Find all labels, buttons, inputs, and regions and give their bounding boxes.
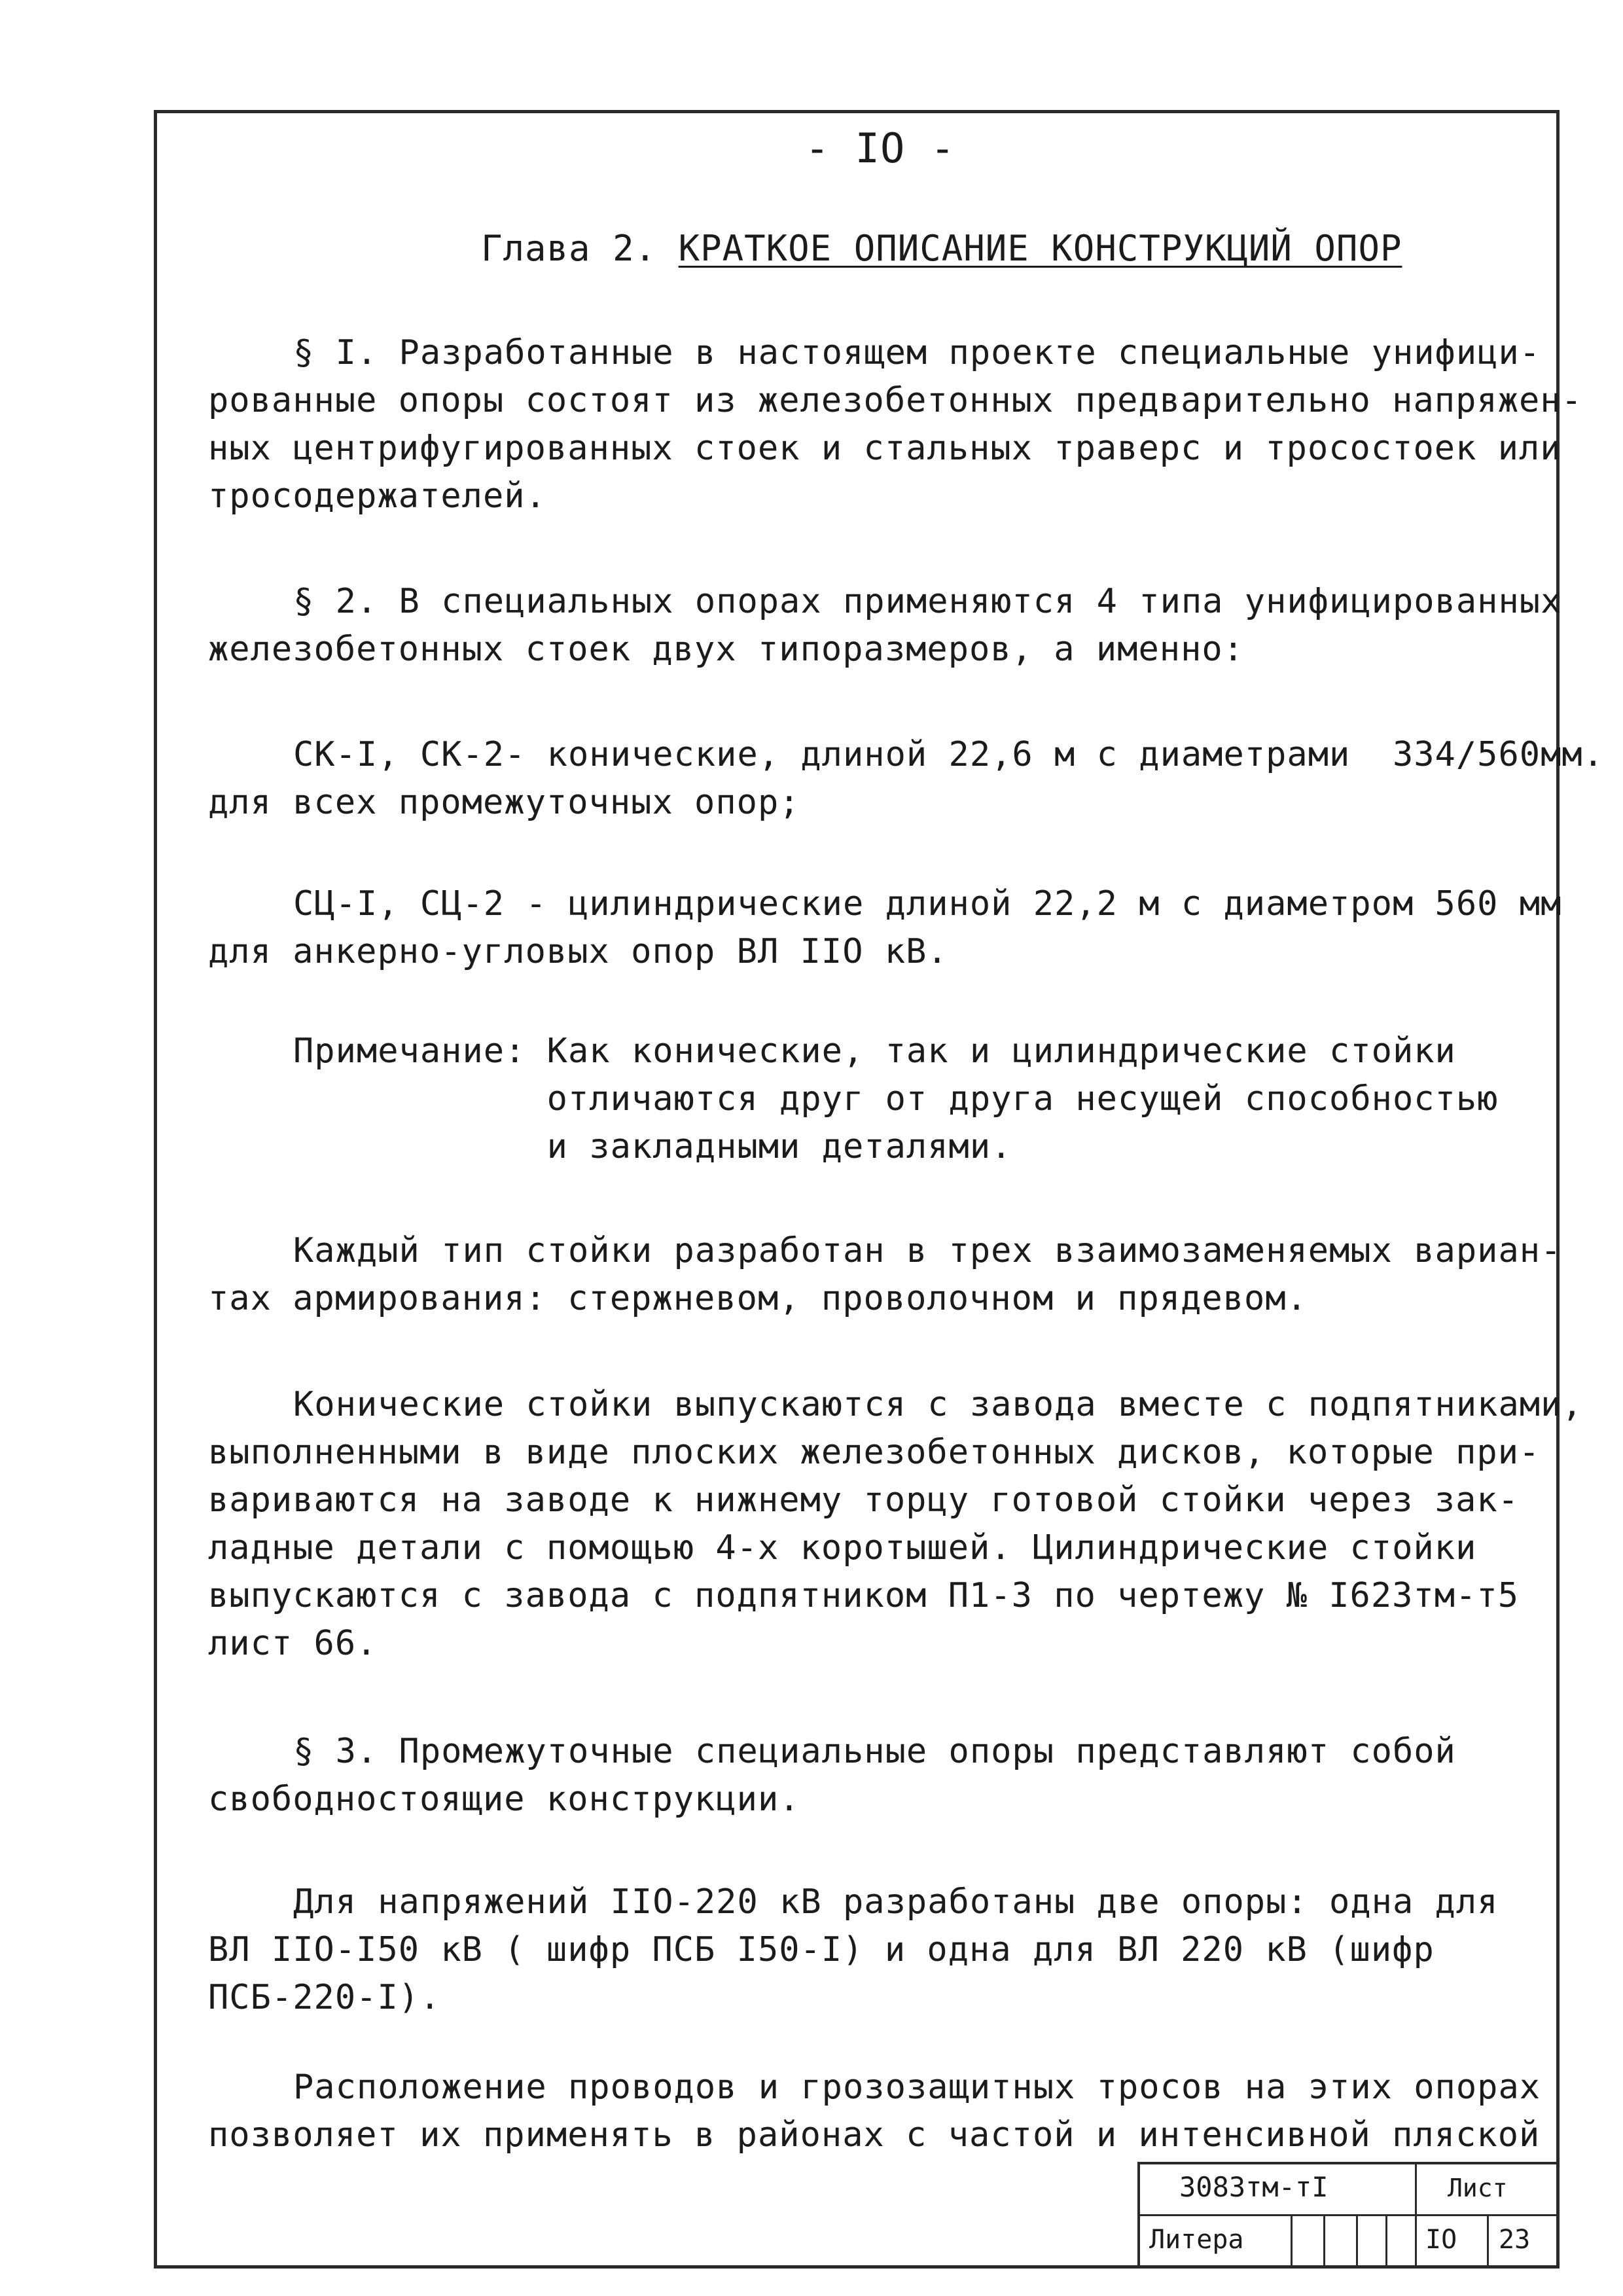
- text-line: лист 66.: [208, 1624, 378, 1663]
- sheet-number: IO: [1425, 2225, 1457, 2255]
- paragraph-10: [208, 2064, 1541, 2159]
- text-line: Расположение проводов и грозозащитных тросов на этих опорах: [293, 2068, 1541, 2107]
- chapter-title: КРАТКОЕ ОПИСАНИЕ КОНСТРУКЦИЙ ОПОР: [678, 228, 1402, 269]
- litera-cell-border: [1356, 2214, 1358, 2269]
- text-line: тросодержателей.: [208, 476, 546, 516]
- paragraph-1: [208, 329, 1582, 520]
- text-line: Конические стойки выпускаются с завода вместе с подпятниками,: [293, 1385, 1583, 1424]
- text-line: рованные опоры состоят из железобетонных предварительно напряжен-: [208, 381, 1582, 420]
- litera-label: Литера: [1149, 2225, 1244, 2255]
- document-code: 3083тм-тI: [1179, 2171, 1329, 2203]
- paragraph-4: [208, 880, 1561, 976]
- title-block-separator: [1415, 2164, 1417, 2269]
- text-line: СЦ-I, СЦ-2 - цилиндрические длиной 22,2 м с диаметром 560 мм: [293, 884, 1562, 924]
- text-line: СК-I, СК-2- конические, длиной 22,6 м с диаметрами 334/560мм.: [293, 735, 1605, 774]
- text-line: отличаются друг от друга несущей способностью: [293, 1079, 1499, 1119]
- paragraph-7: [208, 1381, 1583, 1668]
- text-line: § 2. В специальных опорах применяются 4 типа унифицированных: [293, 582, 1562, 621]
- text-line: для всех промежуточных опор;: [208, 783, 800, 822]
- paragraph-6: [208, 1227, 1561, 1323]
- text-line: выполненными в виде плоских железобетонных дисков, которые при-: [208, 1433, 1541, 1472]
- paragraph-3: [208, 731, 1604, 827]
- paragraph-2: [208, 578, 1561, 673]
- text-line: выпускаются с завода с подпятником П1-3 по чертежу № I623тм-т5: [208, 1576, 1520, 1615]
- sheet-cell-border: [1487, 2214, 1489, 2269]
- text-line: § 3. Промежуточные специальные опоры представляют собой: [293, 1732, 1456, 1771]
- chapter-heading: [481, 226, 1402, 272]
- text-line: Для напряжений IIO-220 кВ разработаны две опоры: одна для: [293, 1882, 1499, 1922]
- paragraph-9: [208, 1878, 1498, 2022]
- text-line: свободностоящие конструкции.: [208, 1780, 800, 1819]
- total-sheets: 23: [1499, 2225, 1531, 2255]
- litera-cell-border: [1291, 2214, 1293, 2269]
- note: [293, 1028, 1498, 1171]
- page-number: - IO -: [805, 124, 955, 172]
- title-block: [1137, 2162, 1560, 2269]
- title-block-divider: [1140, 2214, 1560, 2216]
- text-line: Примечание: Как конические, так и цилиндрические стойки: [293, 1031, 1456, 1071]
- sheet-label: Лист: [1448, 2174, 1508, 2202]
- text-line: позволяет их применять в районах с частой и интенсивной пляской: [208, 2115, 1541, 2155]
- chapter-label: Глава 2.: [481, 228, 657, 269]
- text-line: ных центрифугированных стоек и стальных траверс и тросостоек или: [208, 429, 1561, 468]
- text-line: § I. Разработанные в настоящем проекте специальные унифици-: [293, 333, 1541, 372]
- text-line: вариваются на заводе к нижнему торцу готовой стойки через зак-: [208, 1480, 1520, 1520]
- text-line: и закладными деталями.: [293, 1127, 1012, 1166]
- text-line: ладные детали с помощью 4-х коротышей. Цилиндрические стойки: [208, 1528, 1477, 1568]
- text-line: ВЛ IIO-I50 кВ ( шифр ПСБ I50-I) и одна для ВЛ 220 кВ (шифр: [208, 1930, 1435, 1969]
- litera-cell-border: [1323, 2214, 1325, 2269]
- litera-cell-border: [1385, 2214, 1387, 2269]
- text-line: для анкерно-угловых опор ВЛ IIO кВ.: [208, 932, 948, 971]
- text-line: тах армирования: стержневом, проволочном и прядевом.: [208, 1279, 1308, 1318]
- text-line: железобетонных стоек двух типоразмеров, а именно:: [208, 630, 1245, 669]
- paragraph-8: [208, 1728, 1456, 1823]
- text-line: Каждый тип стойки разработан в трех взаимозаменяемых вариан-: [293, 1231, 1562, 1270]
- text-line: ПСБ-220-I).: [208, 1978, 441, 2017]
